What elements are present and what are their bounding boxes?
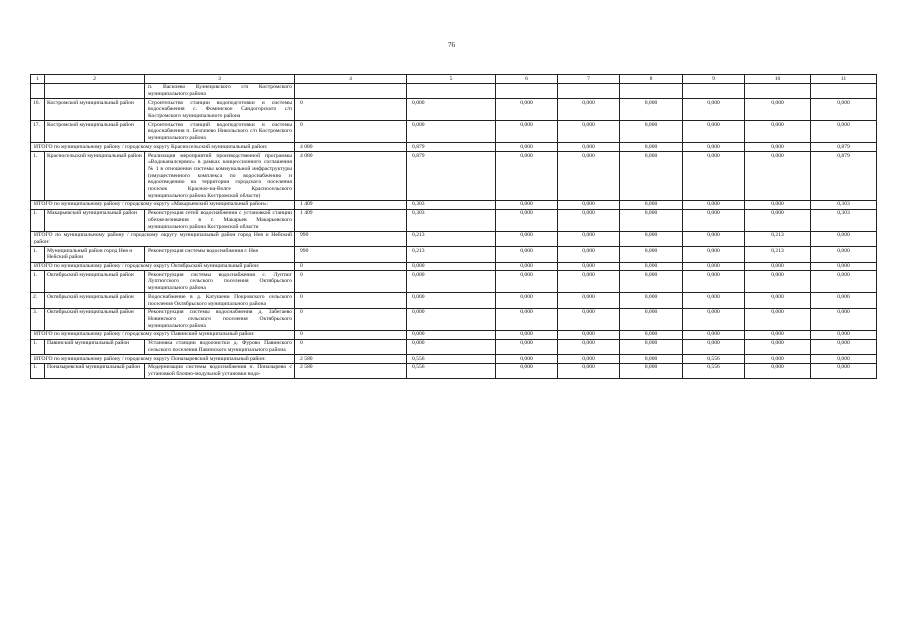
municipality-cell: Октябрьский муниципальный район (45, 271, 145, 293)
table-row (31, 83, 877, 98)
value-cell: 0,000 (558, 339, 620, 354)
value-cell: 0,000 (496, 308, 558, 330)
value-cell: 0,000 (496, 231, 558, 246)
value-cell: 0,879 (811, 152, 877, 201)
value-cell: 0,000 (745, 152, 811, 201)
value-cell (496, 83, 558, 98)
value-cell: 0,000 (496, 271, 558, 293)
total-label: ИТОГО по муниципальному району / городскому округу Павинский муниципальный район: (31, 330, 295, 339)
column-number: 10 (745, 75, 811, 84)
value-cell: 0,303 (811, 200, 877, 209)
value-cell: 0,000 (683, 247, 745, 262)
value-cell: 0,000 (558, 271, 620, 293)
value-cell: 0,000 (620, 200, 683, 209)
value-cell: 0,556 (683, 363, 745, 378)
value-cell: 0,000 (496, 209, 558, 231)
value-cell (620, 83, 683, 98)
value-cell: 0,000 (496, 339, 558, 354)
project-description: Реконструкция системы водоснабжения г. Нея (145, 247, 295, 262)
total-row (31, 231, 877, 246)
municipality-cell: Муниципальный район город Нея и Нейский район (45, 247, 145, 262)
municipality-cell: Октябрьский муниципальный район (45, 308, 145, 330)
value-cell: 0,000 (620, 231, 683, 246)
table-row (31, 271, 877, 293)
value-cell: 0,000 (407, 121, 496, 143)
municipality-cell: Макарьевский муниципальный район (45, 209, 145, 231)
value-cell: 0,000 (496, 200, 558, 209)
value-cell: 0,000 (558, 121, 620, 143)
row-number: 1. (31, 363, 45, 378)
value-cell: 0,000 (811, 308, 877, 330)
project-description: Реконструкция системы водоснабжения д. Забегаево Новинского сельского поселения Октябрьского муниципального района (145, 308, 295, 330)
row-number: 1. (31, 152, 45, 201)
value-cell: 0,000 (811, 339, 877, 354)
value-cell (683, 83, 745, 98)
value-cell: 0,000 (811, 293, 877, 308)
value-cell: 0,000 (811, 262, 877, 271)
value-cell: 0,213 (407, 247, 496, 262)
project-description: Реконструкция системы водоснабжения с. Луптюг Луптюгского сельского поселения Октябрьского муниципального района (145, 271, 295, 293)
value-cell: 0,000 (683, 293, 745, 308)
value-cell: 0,000 (558, 200, 620, 209)
value-cell: 4 080 (295, 143, 407, 152)
value-cell: 0,000 (620, 330, 683, 339)
value-cell: 0,000 (683, 143, 745, 152)
table-row (31, 339, 877, 354)
value-cell: 0,879 (407, 143, 496, 152)
table-row (31, 293, 877, 308)
value-cell (558, 83, 620, 98)
value-cell: 0,000 (620, 247, 683, 262)
value-cell: 0,000 (496, 143, 558, 152)
value-cell: 0,000 (745, 209, 811, 231)
value-cell: 0,000 (745, 271, 811, 293)
value-cell: 0,000 (496, 330, 558, 339)
value-cell: 0,000 (620, 209, 683, 231)
total-row (31, 143, 877, 152)
value-cell: 0,000 (620, 363, 683, 378)
table-row (31, 209, 877, 231)
value-cell: 0,000 (811, 363, 877, 378)
value-cell: 0,556 (683, 355, 745, 364)
column-number: 3 (145, 75, 295, 84)
total-label: ИТОГО по муниципальному району / городскому округу Поназыревский муниципальный район: (31, 355, 295, 364)
value-cell: 0,000 (745, 200, 811, 209)
value-cell: 0,000 (620, 152, 683, 201)
value-cell (407, 83, 496, 98)
table-row (31, 308, 877, 330)
value-cell: 0,000 (683, 209, 745, 231)
value-cell: 0,000 (496, 121, 558, 143)
value-cell: 0,000 (683, 200, 745, 209)
value-cell: 0,000 (745, 121, 811, 143)
value-cell: 0,000 (683, 271, 745, 293)
row-number: 2. (31, 293, 45, 308)
value-cell: 2 580 (295, 363, 407, 378)
value-cell: 0,000 (558, 262, 620, 271)
value-cell: 0,000 (407, 339, 496, 354)
column-number: 11 (811, 75, 877, 84)
municipality-cell: Красносельский муниципальный район (45, 152, 145, 201)
value-cell: 0,000 (745, 293, 811, 308)
value-cell: 0,000 (683, 262, 745, 271)
column-number: 6 (496, 75, 558, 84)
table-row (31, 247, 877, 262)
value-cell: 0,000 (683, 99, 745, 121)
value-cell: 0,000 (496, 262, 558, 271)
table-row (31, 121, 877, 143)
municipality-cell: Костромской муниципальный район (45, 99, 145, 121)
value-cell: 0,000 (620, 262, 683, 271)
value-cell: 0,000 (620, 355, 683, 364)
value-cell: 0,000 (558, 330, 620, 339)
value-cell (295, 83, 407, 98)
total-row (31, 330, 877, 339)
value-cell: 0,000 (407, 271, 496, 293)
investment-program-table (30, 74, 877, 379)
value-cell: 2 580 (295, 355, 407, 364)
value-cell: 0,556 (407, 355, 496, 364)
value-cell: 0,000 (558, 293, 620, 308)
value-cell: 990 (295, 247, 407, 262)
value-cell: 0,000 (683, 330, 745, 339)
value-cell: 1 409 (295, 209, 407, 231)
value-cell: 0,000 (683, 339, 745, 354)
value-cell: 0,000 (558, 247, 620, 262)
value-cell: 0,879 (407, 152, 496, 201)
column-number: 2 (45, 75, 145, 84)
value-cell: 0,000 (620, 99, 683, 121)
row-number: 17. (31, 121, 45, 143)
value-cell: 0,303 (407, 200, 496, 209)
project-description: п. Василево Кузнецовского с/п Костромского муниципального района (145, 83, 295, 98)
value-cell: 0,000 (407, 262, 496, 271)
value-cell: 0,000 (620, 271, 683, 293)
table-row (31, 99, 877, 121)
row-number: 1. (31, 271, 45, 293)
value-cell: 0,000 (620, 308, 683, 330)
municipality-cell: Костромской муниципальный район (45, 121, 145, 143)
value-cell: 0,000 (558, 99, 620, 121)
total-row (31, 200, 877, 209)
value-cell: 0,213 (745, 231, 811, 246)
value-cell: 0,303 (407, 209, 496, 231)
value-cell: 0,303 (811, 209, 877, 231)
project-description: Водоснабжение в д. Катушени Покровского сельского поселения Октябрьского муниципального района (145, 293, 295, 308)
value-cell: 0,000 (496, 99, 558, 121)
column-number: 5 (407, 75, 496, 84)
project-description: Строительство станций водоподготовки и системы водоснабжения п. Безгачево Никольского с/п Костромского муниципального района (145, 121, 295, 143)
value-cell: 0,000 (620, 143, 683, 152)
value-cell: 0,000 (745, 99, 811, 121)
value-cell: 0 (295, 271, 407, 293)
value-cell: 0,000 (496, 363, 558, 378)
value-cell: 0,000 (407, 330, 496, 339)
value-cell: 0 (295, 293, 407, 308)
value-cell: 0,000 (745, 262, 811, 271)
value-cell: 0,000 (558, 209, 620, 231)
municipality-cell: Поназыревский муниципальный район (45, 363, 145, 378)
page-number: 76 (448, 41, 455, 49)
project-description: Модернизация системы водоснабжения п. Поназырево с установкой блочно-модульной установки водо- (145, 363, 295, 378)
value-cell: 0,213 (407, 231, 496, 246)
column-number: 7 (558, 75, 620, 84)
value-cell: 0,000 (745, 363, 811, 378)
value-cell: 0,000 (811, 99, 877, 121)
value-cell: 0 (295, 308, 407, 330)
value-cell: 0,000 (683, 308, 745, 330)
value-cell: 0,000 (745, 339, 811, 354)
value-cell: 0 (295, 262, 407, 271)
total-row (31, 355, 877, 364)
row-number: 16. (31, 99, 45, 121)
column-number: 4 (295, 75, 407, 84)
project-description: Строительство станции водоподготовки и системы водоснабжения с. Фоминское Сандогорского с/п Костромского муниципального района (145, 99, 295, 121)
value-cell: 0,879 (811, 143, 877, 152)
table-row (31, 152, 877, 201)
column-number: 1 (31, 75, 45, 84)
total-label: ИТОГО по муниципальному району / городскому округу муниципальный район город Нея и Нейский район: (31, 231, 295, 246)
value-cell (745, 83, 811, 98)
value-cell: 0,556 (407, 363, 496, 378)
value-cell: 4 080 (295, 152, 407, 201)
municipality-cell: Октябрьский муниципальный район (45, 293, 145, 308)
value-cell: 0,000 (745, 330, 811, 339)
value-cell: 0,000 (496, 355, 558, 364)
value-cell: 0,000 (620, 121, 683, 143)
row-number: 3. (31, 308, 45, 330)
value-cell: 0,000 (745, 143, 811, 152)
value-cell: 0,000 (683, 121, 745, 143)
total-row (31, 262, 877, 271)
value-cell: 0,000 (407, 293, 496, 308)
table-row (31, 363, 877, 378)
value-cell: 1 409 (295, 200, 407, 209)
column-number: 8 (620, 75, 683, 84)
value-cell: 0,000 (558, 308, 620, 330)
row-number (31, 83, 45, 98)
municipality-cell (45, 83, 145, 98)
total-label: ИТОГО по муниципальному району / городскому округу Красносельский муниципальный район: (31, 143, 295, 152)
value-cell: 0 (295, 99, 407, 121)
project-description: Установка станции водоочистки д. Фурово Павинского сельского поселения Павинского муниципального района (145, 339, 295, 354)
value-cell: 0,000 (683, 152, 745, 201)
value-cell: 0,000 (496, 293, 558, 308)
value-cell (811, 83, 877, 98)
municipality-cell: Павинский муниципальный район (45, 339, 145, 354)
value-cell: 990 (295, 231, 407, 246)
value-cell: 0,000 (620, 339, 683, 354)
value-cell: 0,000 (558, 355, 620, 364)
column-number: 9 (683, 75, 745, 84)
value-cell: 0 (295, 330, 407, 339)
value-cell: 0,000 (745, 308, 811, 330)
row-number: 1. (31, 339, 45, 354)
value-cell: 0 (295, 121, 407, 143)
value-cell: 0,000 (558, 152, 620, 201)
value-cell: 0,000 (811, 121, 877, 143)
value-cell: 0,000 (811, 330, 877, 339)
value-cell: 0,213 (745, 247, 811, 262)
value-cell: 0,000 (407, 99, 496, 121)
project-description: Реализация мероприятий производственной программы «Водоканалсервис» в рамках концессионного соглашения № 1 в отношении системы коммунальной инфраструктуры (имущественного комплекса по водоснабжению и водоотведению на территории городского поселения поселок Красное-на-Волге Красносельского муниципального района Костромской области) (145, 152, 295, 201)
value-cell: 0,000 (558, 363, 620, 378)
total-label: ИТОГО по муниципальному району / городскому округу Октябрьский муниципальный район: (31, 262, 295, 271)
value-cell: 0,000 (811, 231, 877, 246)
column-number-row (31, 75, 877, 84)
value-cell: 0,000 (683, 231, 745, 246)
value-cell: 0,000 (407, 308, 496, 330)
value-cell: 0,000 (811, 271, 877, 293)
value-cell: 0,000 (811, 355, 877, 364)
value-cell: 0,000 (811, 247, 877, 262)
value-cell: 0,000 (558, 231, 620, 246)
value-cell: 0,000 (745, 355, 811, 364)
row-number: 1. (31, 209, 45, 231)
project-description: Реконструкция сетей водоснабжения с установкой станции обезжелезивания в г. Макарьев Макарьевского муниципального района Костромской области (145, 209, 295, 231)
value-cell: 0,000 (620, 293, 683, 308)
value-cell: 0,000 (496, 152, 558, 201)
value-cell: 0,000 (558, 143, 620, 152)
total-label: ИТОГО по муниципальному району / городскому округу «Макарьевский муниципальный район»: (31, 200, 295, 209)
row-number: 1. (31, 247, 45, 262)
value-cell: 0,000 (496, 247, 558, 262)
value-cell: 0 (295, 339, 407, 354)
